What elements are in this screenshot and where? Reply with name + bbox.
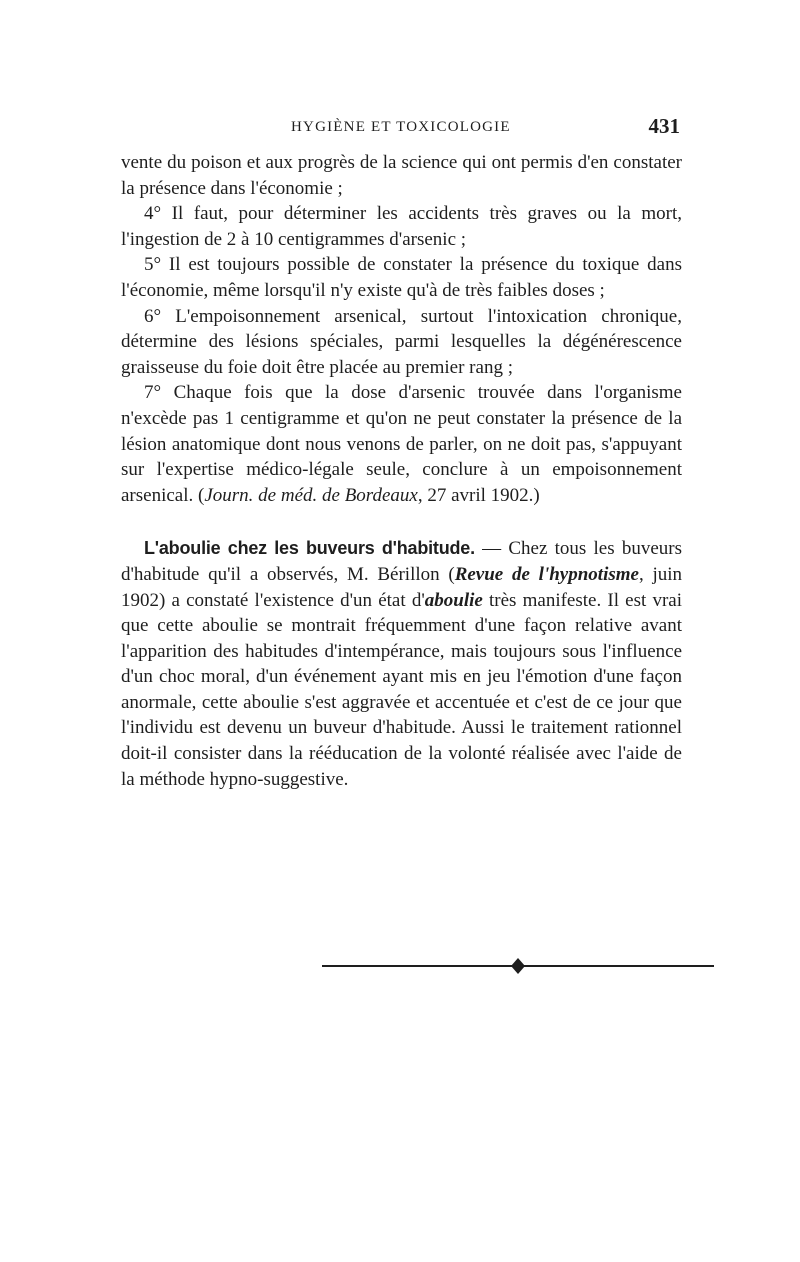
section-divider-ornament [322,955,714,977]
citation-date: , 27 avril 1902.) [417,484,540,506]
article-paragraph [121,536,682,792]
book-page [121,0,682,1262]
aboulie-term: aboulie [424,589,483,611]
page-number: 431 [648,114,680,138]
paragraph-item-5: 5° Il est toujours possible de constater la présence du toxique dans l'économie, même lorsqu'il n'y existe qu'à de très faibles doses ; [121,254,682,301]
journal-reference: Revue de l'hypnotisme [454,563,639,585]
section-gap [121,508,682,536]
running-head [121,116,682,140]
paragraph-item-7 [121,380,682,508]
article-text-2: , juin 1902) a constaté l'existence d'un état d' [121,563,683,611]
running-title: HYGIÈNE ET TOXICOLOGIE [291,119,511,135]
paragraph-continuation: vente du poison et aux progrès de la science qui ont permis d'en constater la présence dans l'économie ; [121,152,682,199]
body-text [121,150,682,792]
paragraph-item-6: 6° L'empoisonnement arsenical, surtout l'intoxication chronique, détermine des lésions spéciales, parmi lesquelles la dégénérescence graisseuse du foie doit être placée au premier rang ; [121,305,682,378]
article-text-1: Chez tous les buveurs d'habitude qu'il a observés, M. Bérillon ( [121,538,682,585]
article-heading: L'aboulie chez les buveurs d'habitude. [144,538,475,559]
article-text-3: très manifeste. Il est vrai que cette aboulie se montrait fréquemment d'une façon relative avant l'apparition des habitudes d'intempérance, mais toujours sous l'influence d'un choc moral, d'un événement ayant mis en jeu l'émotion d'une façon anormale, cette aboulie s'est aggravée et accentuée et c'est de ce jour que l'individu est devenu un buveur d'habitude. Aussi le traitement rationnel doit-il consister dans la rééducation de la volonté réalisée avec l'aide de la méthode hypno-suggestive. [121,589,682,790]
journal-citation: Journ. de méd. de Bordeaux [204,484,418,506]
item-7-text: 7° Chaque fois que la dose d'arsenic trouvée dans l'organisme n'excède pas 1 centigramme et qu'on ne peut constater la présence de la lésion anatomique dont nous venons de parler, on ne doit pas, s'appuyant sur l'expertise médico-légale seule, conclure à un empoisonnement arsenical. ( [121,382,682,506]
paragraph-item-4: 4° Il faut, pour déterminer les accidents très graves ou la mort, l'ingestion de 2 à 10 centigrammes d'arsenic ; [121,203,682,250]
heading-dash: — [474,538,509,560]
